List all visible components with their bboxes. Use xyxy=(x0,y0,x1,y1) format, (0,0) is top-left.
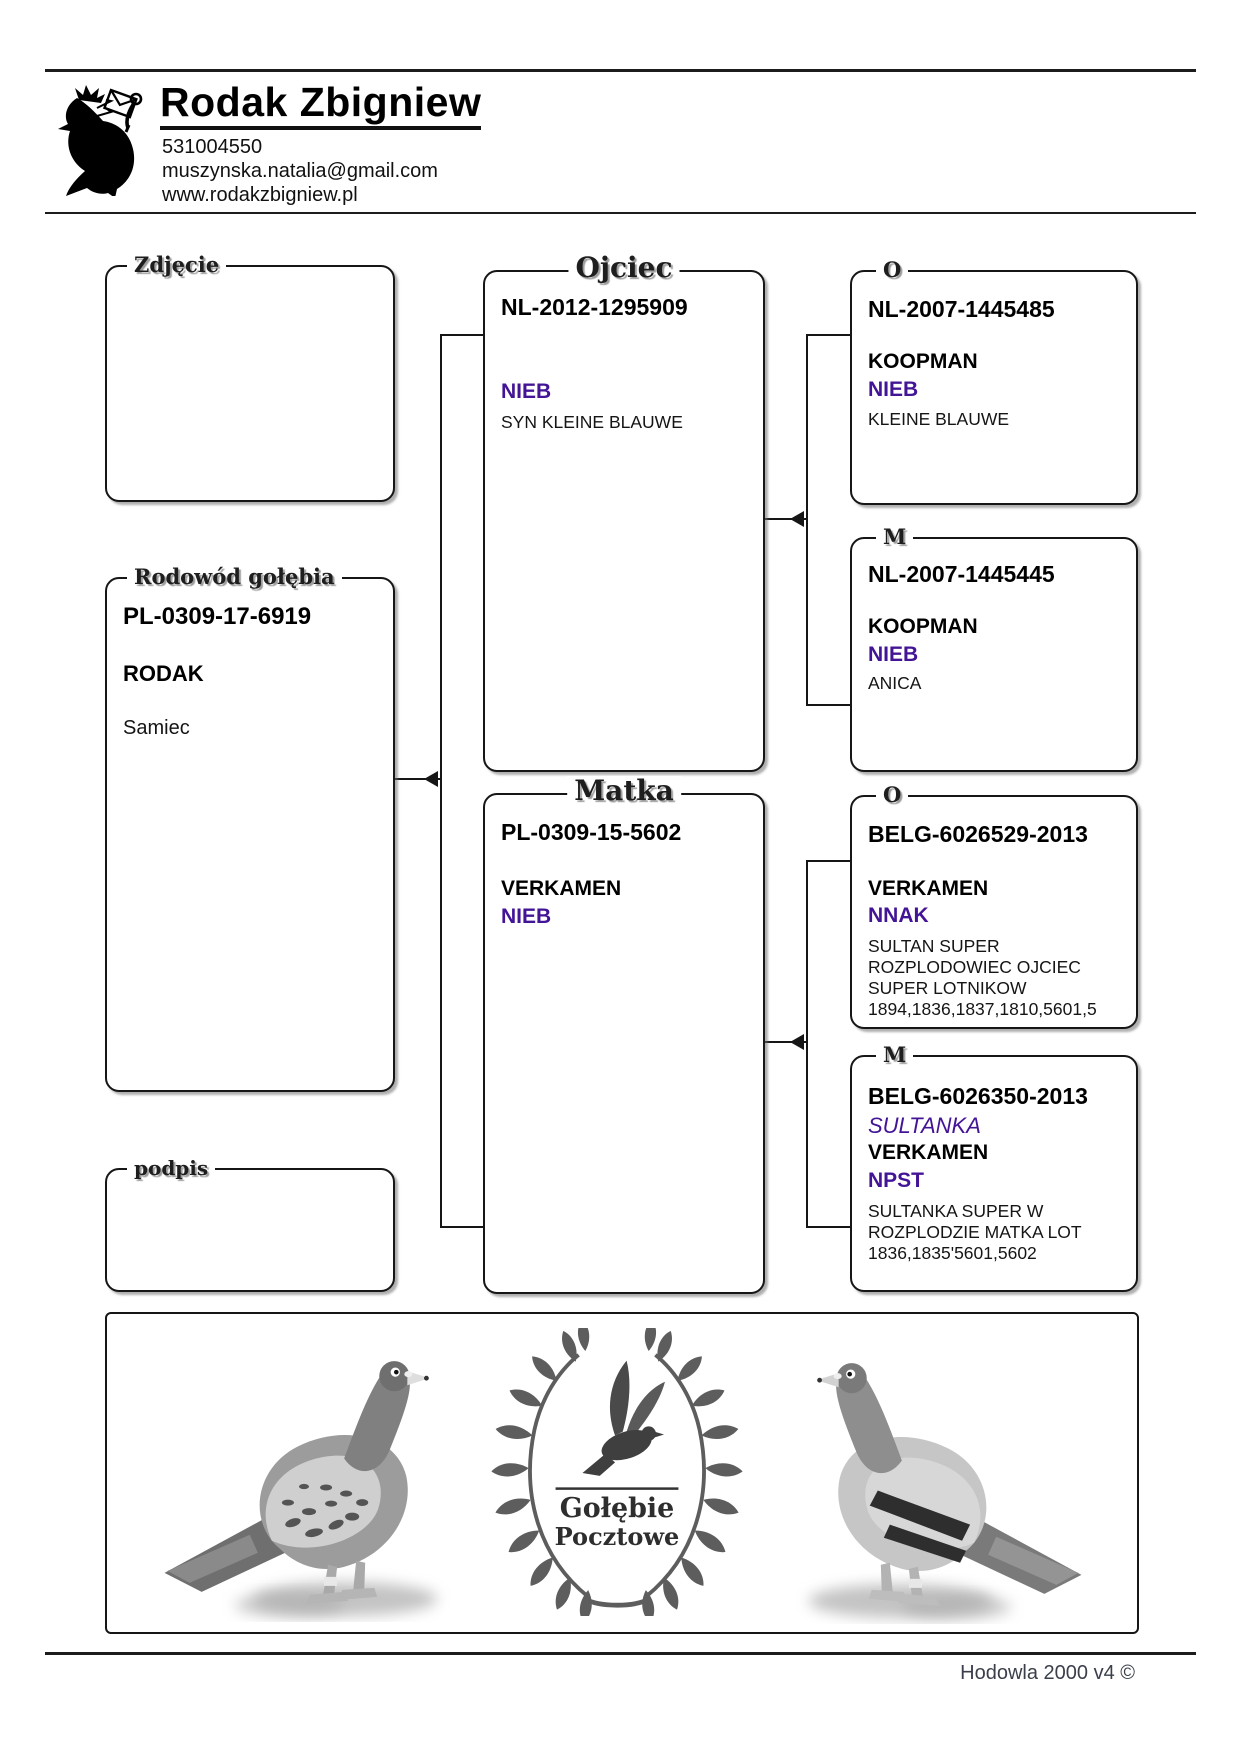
grandsire1-box-label: O xyxy=(876,257,908,283)
mother-box-label: Matka xyxy=(567,776,681,806)
granddam1-box xyxy=(850,524,1138,772)
connector-stub-grandsire1 xyxy=(806,334,851,336)
breeder-name-title: Rodak Zbigniew xyxy=(160,80,481,130)
grandsire1-box xyxy=(850,257,1138,505)
mother-box xyxy=(483,774,765,1294)
main-bird-name: RODAK xyxy=(123,661,204,686)
breeder-logo-pigeon-icon xyxy=(55,84,155,196)
connector-mother-bracket xyxy=(806,860,808,1228)
footer-rule xyxy=(45,1652,1196,1655)
grandsire2-box xyxy=(850,782,1138,1029)
father-box-label: Ojciec xyxy=(568,253,679,283)
granddam1-color: NIEB xyxy=(868,643,919,666)
grandsire1-name: KOOPMAN xyxy=(868,350,978,373)
software-credit: Hodowla 2000 v4 © xyxy=(960,1662,1135,1684)
connector-father-bracket xyxy=(806,334,808,706)
granddam1-name: KOOPMAN xyxy=(868,615,978,638)
grandsire2-desc: SULTAN SUPER ROZPLODOWIEC OJCIEC SUPER LOTNIKOW 1894,1836,1837,1810,5601,5 xyxy=(868,936,1097,1019)
signature-box xyxy=(105,1156,395,1292)
wreath-text-line2: Pocztowe xyxy=(554,1521,680,1551)
right-pigeon-image xyxy=(765,1328,1117,1624)
granddam1-desc: ANICA xyxy=(868,673,922,693)
father-desc: SYN KLEINE BLAUWE xyxy=(501,412,683,432)
connector-stub-father xyxy=(440,334,485,336)
granddam1-ring: NL-2007-1445445 xyxy=(868,561,1055,587)
connector-stub-grandsire2 xyxy=(806,860,851,862)
main-bird-ring: PL-0309-17-6919 xyxy=(123,603,312,630)
wreath-text-line1: Gołębie xyxy=(559,1493,675,1525)
mother-color: NIEB xyxy=(501,905,552,928)
breeder-phone: 531004550 xyxy=(162,136,263,158)
left-pigeon-image xyxy=(129,1326,481,1622)
main-bird-sex: Samiec xyxy=(123,717,190,739)
granddam2-box xyxy=(850,1042,1138,1292)
connector-main-bracket xyxy=(440,334,442,1228)
connector-main-arrow xyxy=(424,771,438,787)
photo-box-label: Zdjęcie xyxy=(127,252,226,278)
connector-stub-granddam1 xyxy=(806,704,851,706)
top-rule xyxy=(45,69,1196,72)
flying-pigeon-icon xyxy=(582,1361,665,1476)
granddam2-alias: SULTANKA xyxy=(868,1113,981,1138)
grandsire2-ring: BELG-6026529-2013 xyxy=(868,821,1088,847)
signature-box-label: podpis xyxy=(127,1155,215,1181)
main-bird-box xyxy=(105,564,395,1092)
granddam2-color: NPST xyxy=(868,1169,925,1192)
photo-box xyxy=(105,252,395,502)
granddam2-ring: BELG-6026350-2013 xyxy=(868,1083,1088,1109)
grandsire1-color: NIEB xyxy=(868,378,919,401)
grandsire2-name: VERKAMEN xyxy=(868,877,989,900)
breeder-website: www.rodakzbigniew.pl xyxy=(162,184,358,206)
mother-ring: PL-0309-15-5602 xyxy=(501,819,682,845)
connector-mother-arrow xyxy=(790,1034,804,1050)
father-color: NIEB xyxy=(501,380,552,403)
grandsire1-ring: NL-2007-1445485 xyxy=(868,296,1055,322)
granddam2-name: VERKAMEN xyxy=(868,1141,989,1164)
banner-box xyxy=(105,1312,1139,1634)
wreath-logo xyxy=(489,1328,745,1616)
grandsire2-color: NNAK xyxy=(868,904,929,927)
grandsire2-box-label: O xyxy=(876,782,908,808)
connector-father-arrow xyxy=(790,511,804,527)
connector-stub-granddam2 xyxy=(806,1226,851,1228)
main-bird-box-label: Rodowód gołębia xyxy=(127,564,342,590)
header-bottom-rule xyxy=(45,212,1196,214)
father-box xyxy=(483,251,765,772)
mother-name: VERKAMEN xyxy=(501,877,622,900)
granddam2-box-label: M xyxy=(876,1042,913,1068)
father-ring: NL-2012-1295909 xyxy=(501,294,688,320)
connector-stub-mother xyxy=(440,1226,485,1228)
granddam1-box-label: M xyxy=(876,524,913,550)
grandsire1-desc: KLEINE BLAUWE xyxy=(868,409,1010,429)
breeder-email: muszynska.natalia@gmail.com xyxy=(162,160,438,182)
granddam2-desc: SULTANKA SUPER W ROZPLODZIE MATKA LOT 1836,1835'5601,5602 xyxy=(868,1201,1082,1263)
